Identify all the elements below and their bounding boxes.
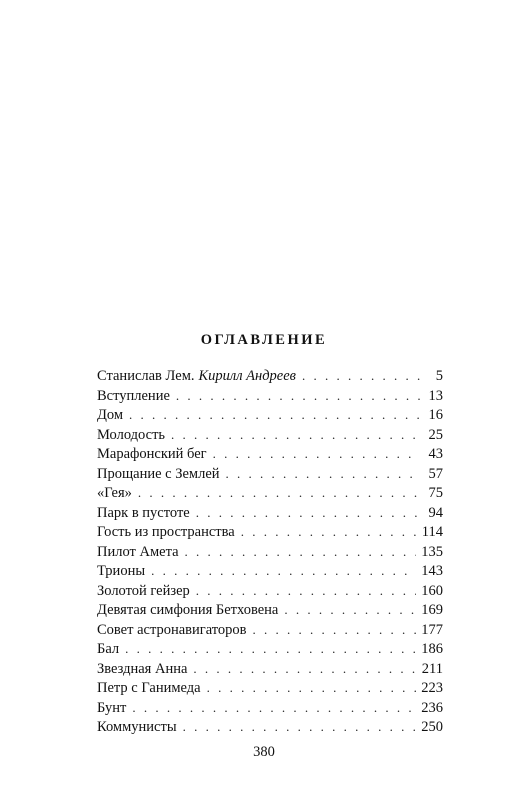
dot-leader [284,600,416,620]
toc-entry [97,405,443,425]
toc-entry-page: 236 [421,699,443,716]
dot-leader [213,444,420,464]
toc-entry-page: 94 [428,504,443,521]
toc-entry-title: Бал [97,641,120,657]
toc-entry-page: 169 [421,602,443,618]
dot-leader [176,386,420,406]
dot-leader [183,717,417,737]
toc-entry-page: 186 [421,641,443,657]
toc-entry-title: Петр с Ганимеда [97,680,201,696]
dot-leader [138,483,420,503]
toc-entry [97,620,443,640]
toc-entry [97,366,443,386]
toc-entry-title: Совет астронавигаторов [97,621,247,638]
toc-entry-title: Пилот Амета [97,543,179,560]
dot-leader [241,522,417,542]
toc-entry-page: 75 [428,485,443,501]
dot-leader [193,659,416,679]
dot-leader [207,678,417,698]
toc-entry-page: 211 [421,660,443,677]
toc-entry-title: Коммунисты [97,719,177,735]
toc-entry [97,464,443,484]
dot-leader [253,620,417,640]
toc-entry [97,659,443,679]
dot-leader [129,405,420,425]
toc-entry-page: 13 [428,387,443,404]
toc-entry [97,561,443,581]
toc-entry-page: 16 [428,407,443,423]
dot-leader [171,425,420,445]
toc-entry-title: Прощание с Землей [97,465,220,482]
toc-entry [97,503,443,523]
toc-entry [97,698,443,718]
toc-entry [97,600,443,620]
toc-entry-page: 223 [421,680,443,696]
dot-leader [151,561,416,581]
toc-entry-page: 43 [428,446,443,462]
toc-entry-title: Марафонский бег [97,446,207,462]
toc-entry-page: 177 [421,621,443,638]
toc-entry-page: 135 [421,543,443,560]
toc-heading: ОГЛАВЛЕНИЕ [200,332,328,348]
toc-entry-page: 57 [428,465,443,482]
toc-entry-title: Парк в пустоте [97,504,190,521]
page-number: 380 [253,744,275,760]
dot-leader [226,464,420,484]
toc-entry-title: Станислав Лем. [97,368,195,384]
dot-leader [196,503,420,523]
toc-entry [97,483,443,503]
toc-entry-page: 114 [421,524,443,540]
toc-entry-title: Бунт [97,699,127,716]
dot-leader [302,366,420,386]
toc-entry [97,444,443,464]
dot-leader [125,639,416,659]
toc-entry [97,425,443,445]
dot-leader [132,698,416,718]
toc-entry-title: Золотой гейзер [97,582,190,599]
toc-entry-page: 143 [421,563,443,579]
toc-entry-page: 25 [428,426,443,443]
toc-entry-page: 250 [421,719,443,735]
toc-entry [97,717,443,737]
toc-entry-page: 5 [435,368,443,384]
toc-entry-title: Девятая симфония Бетховена [97,602,279,618]
toc-entry-title: Вступление [97,387,170,404]
toc-entry-title: «Гея» [97,485,132,501]
dot-leader [196,581,416,601]
toc-entry [97,542,443,562]
toc-entry [97,386,443,406]
toc-list [97,366,443,737]
toc-entry [97,678,443,698]
toc-entry [97,522,443,542]
toc-entry-title: Молодость [97,426,166,443]
dot-leader [185,542,417,562]
toc-entry-title: Гость из пространства [97,524,235,540]
toc-entry [97,581,443,601]
toc-entry [97,639,443,659]
toc-entry-title: Трионы [97,563,146,579]
toc-entry-author: Кирилл Андреев [198,368,296,384]
toc-entry-title: Звездная Анна [97,660,188,677]
toc-entry-title: Дом [97,407,124,423]
toc-entry-page: 160 [421,582,443,599]
